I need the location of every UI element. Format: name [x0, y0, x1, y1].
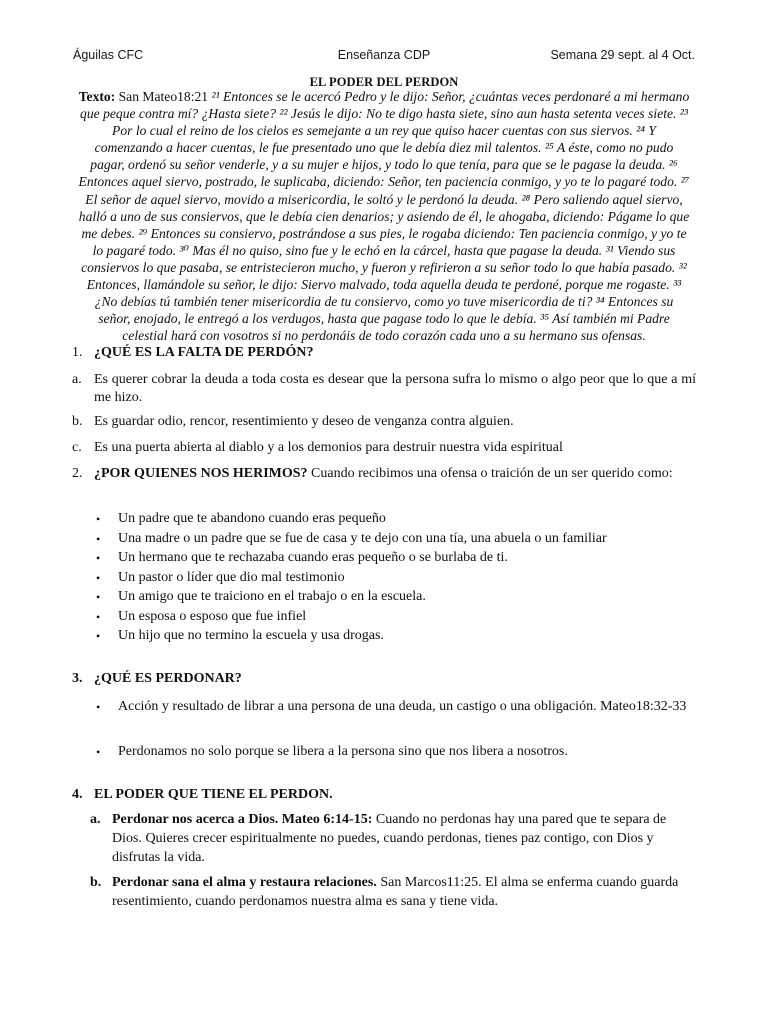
- page-header: [73, 48, 695, 68]
- list-item: [72, 413, 696, 431]
- item-lead: Perdonar nos acerca a Dios. Mateo 6:14-15:: [112, 812, 373, 827]
- section-title: ¿POR QUIENES NOS HERIMOS?: [94, 466, 308, 481]
- item-text: Un pastor o líder que dio mal testimonio: [118, 570, 345, 585]
- item-text: Un hijo que no termino la escuela y usa drogas.: [118, 628, 384, 643]
- list-item: [72, 439, 696, 457]
- section-number: 3.: [72, 671, 83, 686]
- section-title: ¿QUÉ ES LA FALTA DE PERDÓN?: [94, 345, 314, 360]
- item-text: Es querer cobrar la deuda a toda costa es desear que la persona sufra lo mismo o algo peor que lo que a mí me hizo.: [94, 372, 696, 405]
- section-number: 1.: [72, 345, 83, 360]
- list-item: [96, 569, 696, 587]
- item-marker: c.: [72, 440, 82, 455]
- list-item: [96, 549, 696, 567]
- item-text: Un esposa o esposo que fue infiel: [118, 609, 307, 624]
- item-lead: Perdonar sana el alma y restaura relaciones.: [112, 875, 377, 890]
- item-body: [112, 873, 696, 911]
- list-item: [96, 743, 696, 761]
- list-item: [96, 588, 696, 606]
- list-item: [96, 530, 696, 548]
- list-item: [90, 810, 696, 867]
- scripture-passage: [78, 88, 690, 344]
- bullet-icon: •: [96, 551, 101, 565]
- section-1-heading: [72, 344, 696, 362]
- section-3-heading: [72, 670, 696, 688]
- section-2-heading: [72, 465, 696, 483]
- bullet-icon: •: [96, 745, 101, 759]
- section-number: 2.: [72, 466, 83, 481]
- passage-text: ²¹ Entonces se le acercó Pedro y le dijo: Señor, ¿cuántas veces perdonaré a mi hermano que peque contra mí? ¿Hasta siete? ²² Jesús le dijo: No te digo hasta siete, sino aun hasta setenta veces siete. ²³ Por lo cual el reino de los cielos es semejante a un rey que quiso hacer cuentas con sus siervos. ²⁴ Y comenzando a hacer cuentas, le fue presentado uno que le debía diez mil talentos. ²⁵ A éste, como no pudo pagar, ordenó su señor venderle, y a su mujer e hijos, y todo lo que tenía, para que se le pagase la deuda. ²⁶ Entonces aquel siervo, postrado, le suplicaba, diciendo: Señor, ten paciencia conmigo, y yo te lo pagaré todo. ²⁷ El señor de aquel siervo, movido a misericordia, le soltó y le perdonó la deuda. ²⁸ Pero saliendo aquel siervo, halló a uno de sus consiervos, que le debía cien denarios; y asiendo de él, le ahogaba, diciendo: Págame lo que me debes. ²⁹ Entonces su consiervo, postrándose a sus pies, le rogaba diciendo: Ten paciencia conmigo, y yo te lo pagaré todo. ³⁰ Mas él no quiso, sino fue y le echó en la cárcel, hasta que pagase la deuda. ³¹ Viendo sus consiervos lo que pasaba, se entristecieron mucho, y fueron y refirieron a su señor todo lo que había pasado. ³² Entonces, llamándole su señor, le dijo: Siervo malvado, toda aquella deuda te perdoné, porque me rogaste. ³³ ¿No debías tú también tener misericordia de tu consiervo, como yo tuve misericordia de ti? ³⁴ Entonces su señor, enojado, le entregó a los verdugos, hasta que pagase todo lo que le debía. ³⁵ Así también mi Padre celestial hará con vosotros si no perdonáis de todo corazón cada uno a su hermano sus ofensas.: [78, 89, 690, 344]
- list-item: [96, 608, 696, 626]
- bullet-icon: •: [96, 700, 101, 714]
- item-marker: a.: [90, 812, 101, 827]
- bullet-icon: •: [96, 629, 101, 643]
- item-text: Es una puerta abierta al diablo y a los demonios para destruir nuestra vida espiritual: [94, 440, 563, 455]
- section-intro: [94, 465, 696, 483]
- item-text: Acción y resultado de librar a una persona de una deuda, un castigo o una obligación. Mateo18:32-33: [118, 699, 687, 714]
- item-text: Un padre que te abandono cuando eras pequeño: [118, 511, 386, 526]
- header-right: Semana 29 sept. al 4 Oct.: [550, 48, 695, 62]
- passage-label: Texto:: [78, 89, 116, 104]
- bullet-icon: •: [96, 590, 101, 604]
- list-item: [96, 627, 696, 645]
- item-text: Un amigo que te traiciono en el trabajo o en la escuela.: [118, 589, 426, 604]
- bullet-icon: •: [96, 532, 101, 546]
- item-marker: a.: [72, 372, 82, 387]
- item-text: Es guardar odio, rencor, resentimiento y deseo de venganza contra alguien.: [94, 414, 514, 429]
- header-left: Águilas CFC: [73, 48, 144, 62]
- item-text: Un hermano que te rechazaba cuando eras pequeño o se burlaba de ti.: [118, 550, 508, 565]
- bullet-icon: •: [96, 571, 101, 585]
- passage-reference: San Mateo18:21: [115, 89, 212, 104]
- section-title: ¿QUÉ ES PERDONAR?: [94, 671, 242, 686]
- bullet-icon: •: [96, 512, 101, 526]
- item-marker: b.: [72, 414, 83, 429]
- item-text: Cuando no perdonas hay una pared que te separa de Dios. Quieres crecer espiritualmente no puedes, cuando perdonas, tienes paz contigo, con Dios y disfrutas la vida.: [112, 812, 667, 865]
- item-body: [112, 810, 696, 867]
- document-title: EL PODER DEL PERDON: [309, 75, 459, 89]
- list-item: [72, 371, 696, 407]
- section-intro-text: Cuando recibimos una ofensa o traición de un ser querido como:: [307, 466, 673, 481]
- section-number: 4.: [72, 787, 83, 802]
- list-item: [90, 873, 696, 911]
- item-text: San Marcos11:25. El alma se enferma cuando guarda resentimiento, cuando perdonamos nuestra alma es sana y tiene vida.: [112, 875, 679, 909]
- list-item: [96, 510, 696, 528]
- section-title: EL PODER QUE TIENE EL PERDON.: [94, 787, 333, 802]
- header-center: Enseñanza CDP: [337, 48, 431, 62]
- section-4-heading: [72, 786, 696, 804]
- item-text: Una madre o un padre que se fue de casa y te dejo con una tía, una abuela o un familiar: [118, 531, 607, 546]
- list-item: [96, 698, 696, 716]
- item-text: Perdonamos no solo porque se libera a la persona sino que nos libera a nosotros.: [118, 744, 568, 759]
- bullet-icon: •: [96, 610, 101, 624]
- item-marker: b.: [90, 875, 102, 890]
